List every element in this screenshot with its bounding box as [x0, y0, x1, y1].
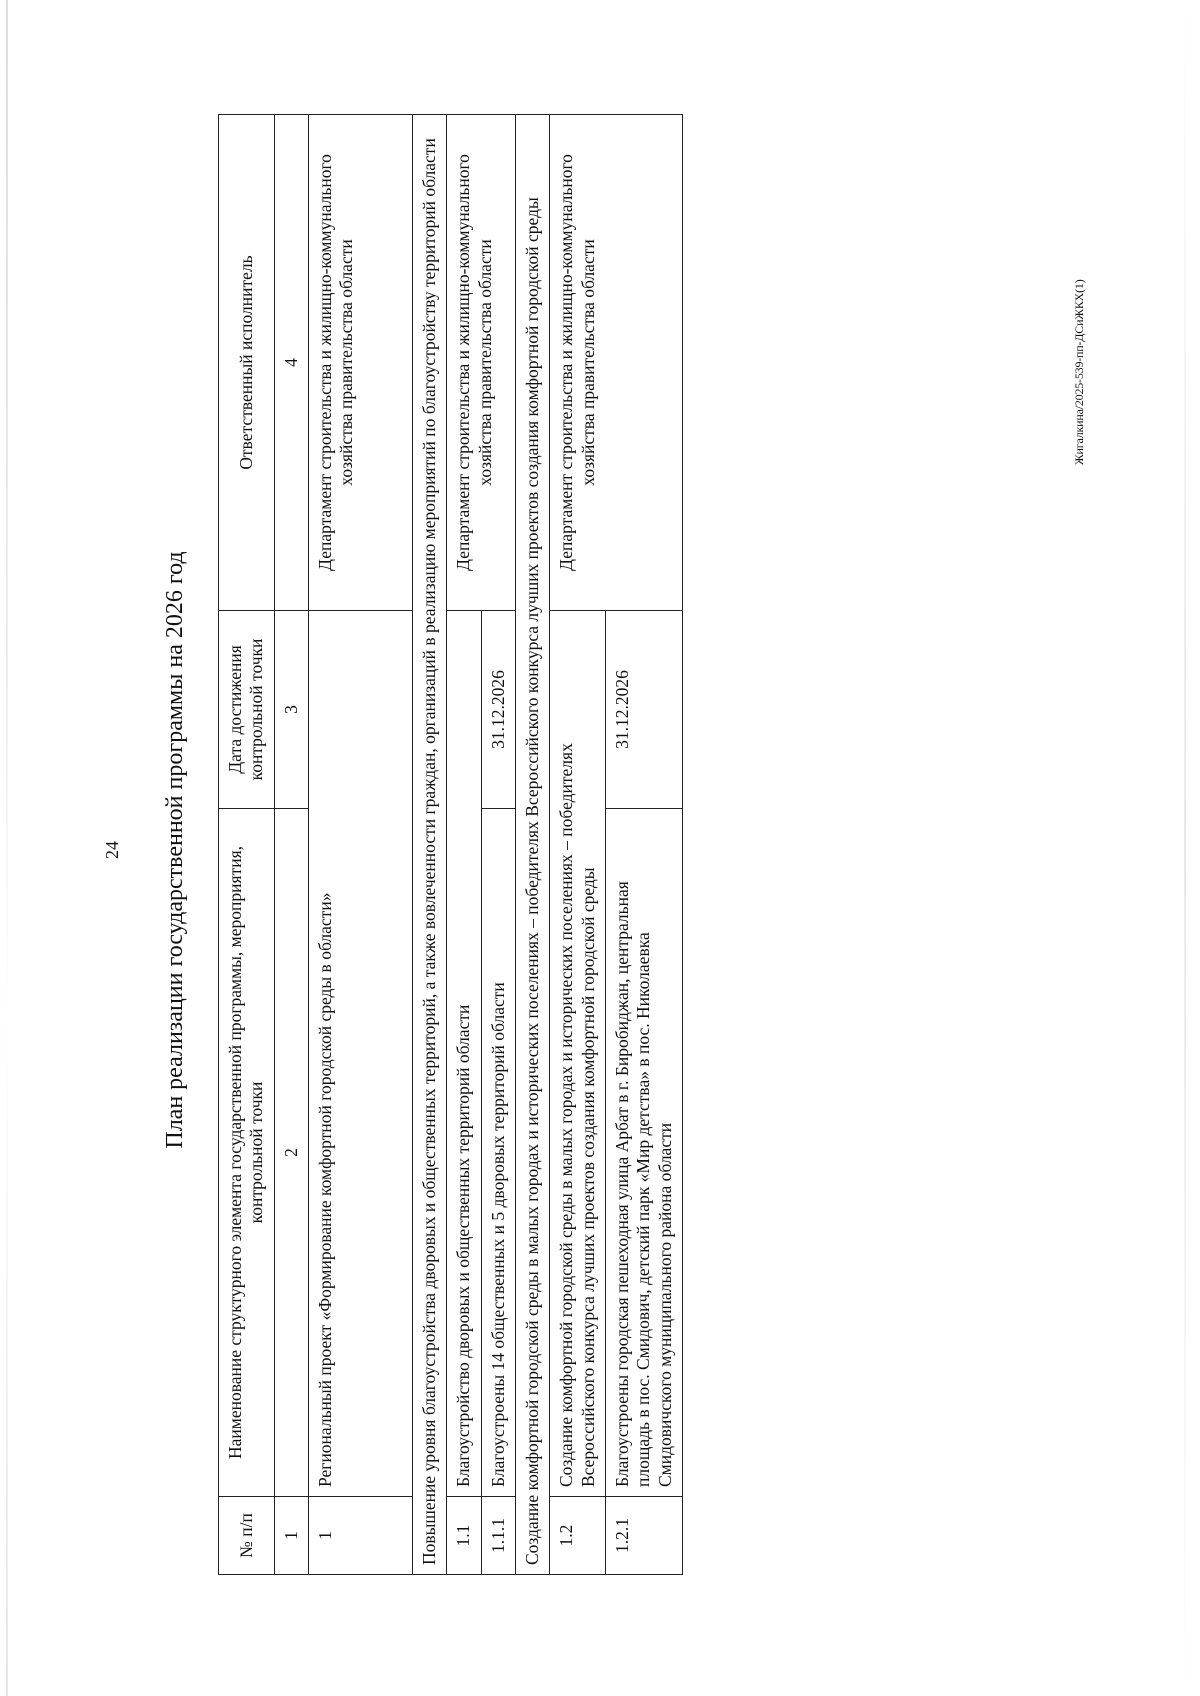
row-date: 31.12.2026	[481, 611, 515, 809]
row-name: Благоустроены 14 общественных и 5 дворовых территорий области	[481, 809, 515, 1497]
row-responsible: Департамент строительства и жилищно-коммунального хозяйства правительства области	[447, 115, 516, 611]
scan-edge-right	[1184, 0, 1186, 1696]
plan-table	[218, 114, 683, 1575]
table-row	[447, 115, 481, 1575]
row-name: Благоустроены городская пешеходная улица Арбат в г. Биробиджан, центральная площадь в пос. Смидович, детский парк «Мир детства» в пос. Николаевка Смидовичского муниципального района области	[606, 809, 683, 1497]
rotated-page-sheet	[100, 115, 1100, 1585]
header-responsible: Ответственный исполнитель	[219, 115, 275, 611]
column-number-row	[274, 115, 308, 1575]
page-number: 24	[102, 841, 122, 859]
page-title: План реализации государственной программы на 2026 год	[162, 551, 188, 1149]
column-number: 4	[274, 115, 308, 611]
row-num: 1	[309, 1497, 413, 1575]
row-name: Региональный проект «Формирование комфортной городской среды в области»	[309, 611, 413, 1497]
row-num: 1.1.1	[481, 1497, 515, 1575]
table-row-task	[516, 115, 550, 1575]
row-date: 31.12.2026	[606, 611, 683, 809]
header-name: Наименование структурного элемента государственной программы, мероприятия, контрольной точки	[219, 809, 275, 1497]
row-num: 1.2.1	[606, 1497, 683, 1575]
column-number: 2	[274, 809, 308, 1497]
column-number: 3	[274, 611, 308, 809]
table-row-task	[413, 115, 447, 1575]
task-text: Создание комфортной городской среды в малых городах и исторических поселениях – победителях Всероссийского конкурса лучших проектов создания комфортной городской среды	[516, 115, 550, 1575]
row-responsible: Департамент строительства и жилищно-коммунального хозяйства правительства области	[550, 115, 683, 611]
table-header-row	[219, 115, 275, 1575]
task-text: Повышение уровня благоустройства дворовых и общественных территорий, а также вовлеченности граждан, организаций в реализацию мероприятий по благоустройству территорий области	[413, 115, 447, 1575]
row-num: 1.2	[550, 1497, 606, 1575]
row-responsible: Департамент строительства и жилищно-коммунального хозяйства правительства области	[309, 115, 413, 611]
column-number: 1	[274, 1497, 308, 1575]
header-num: № п/п	[219, 1497, 275, 1575]
document-code: Жигалкина/2025-539-пп-ДСиЖКХ(1)	[1072, 279, 1086, 465]
table-row	[309, 115, 413, 1575]
row-name: Создание комфортной городской среды в малых городах и исторических поселениях – победителях Всероссийского конкурса лучших проектов создания комфортной городской среды	[550, 611, 606, 1497]
row-name: Благоустройство дворовых и общественных территорий области	[447, 611, 481, 1497]
table-row	[550, 115, 606, 1575]
header-date: Дата достижения контрольной точки	[219, 611, 275, 809]
scan-edge-left	[6, 0, 8, 1696]
row-num: 1.1	[447, 1497, 481, 1575]
